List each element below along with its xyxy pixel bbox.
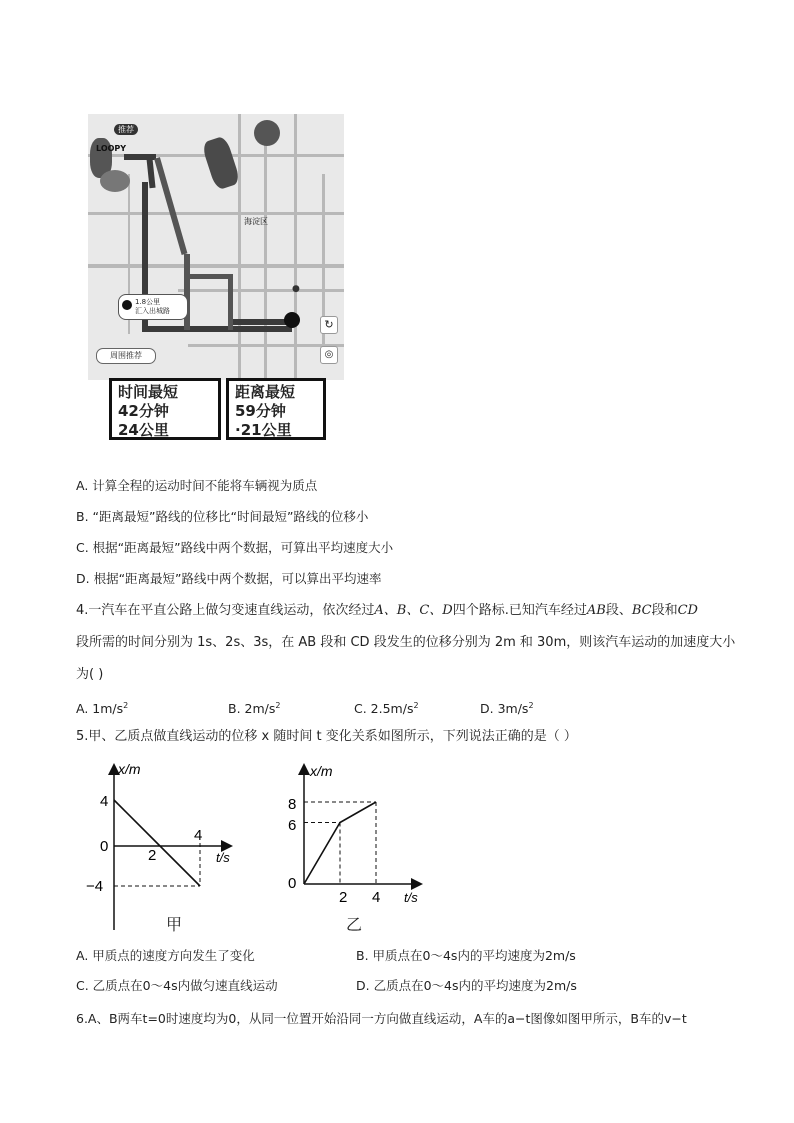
q4-var-cd: CD bbox=[677, 603, 698, 618]
q4-option-b bbox=[228, 698, 280, 717]
jia-tick-y-neg4: −4 bbox=[86, 878, 104, 895]
q4-option-a-sup: 2 bbox=[123, 701, 129, 710]
q4-line1-part-a: 4.一汽车在平直公路上做匀变速直线运动，依次经过 bbox=[76, 603, 375, 618]
q3-option-a: A. 计算全程的运动时间不能将车辆视为质点 bbox=[76, 478, 318, 493]
jia-series-line bbox=[114, 800, 203, 886]
yi-tick-y-6: 6 bbox=[288, 817, 297, 834]
chart-yi-title: 乙 bbox=[346, 917, 363, 934]
q3-option-b: B. “距离最短”路线的位移比“时间最短”路线的位移小 bbox=[76, 509, 369, 524]
q3-option-d: D. 根据“距离最短”路线中两个数据，可以算出平均速率 bbox=[76, 571, 382, 586]
q4-option-a bbox=[76, 698, 128, 717]
jia-tick-x-4: 4 bbox=[194, 827, 203, 844]
yi-tick-origin: 0 bbox=[288, 875, 297, 892]
map-tag-district: 海淀区 bbox=[244, 217, 268, 226]
route-start-bubble: 1.8公里 汇入出城路 bbox=[118, 294, 188, 320]
q4-option-d-text: D. 3m/s bbox=[480, 701, 529, 717]
q4-line1 bbox=[76, 602, 698, 620]
chart-jia-title: 甲 bbox=[166, 917, 183, 934]
q5-stem: 5.甲、乙质点做直线运动的位移 x 随时间 t 变化关系如图所示，下列说法正确的是（ ） bbox=[76, 729, 577, 744]
map-tag-recommend: 推荐 bbox=[114, 124, 138, 135]
route-box-time bbox=[109, 378, 221, 440]
route-box-time-line3: 24公里 bbox=[118, 421, 169, 439]
q5-option-b: B. 甲质点在0～4s内的平均速度为2m/s bbox=[356, 948, 576, 963]
yi-x-label: t/s bbox=[404, 890, 418, 905]
route-map-image bbox=[88, 114, 344, 380]
route-box-distance bbox=[226, 378, 326, 440]
q4-var-ab: AB bbox=[586, 603, 606, 618]
locate-icon[interactable]: ◎ bbox=[320, 346, 338, 364]
q4-line1-vars: A、B、C、D bbox=[374, 603, 453, 618]
map-tag-loopy: LOOPY bbox=[96, 144, 127, 153]
jia-tick-origin: 0 bbox=[100, 838, 109, 855]
q5-option-a: A. 甲质点的速度方向发生了变化 bbox=[76, 948, 255, 963]
nearby-chip[interactable]: 周围推荐 bbox=[96, 348, 156, 364]
yi-y-label: x/m bbox=[310, 763, 333, 779]
q4-line1-part-b: 四个路标.已知汽车经过 bbox=[452, 603, 587, 618]
start-icon bbox=[122, 300, 132, 310]
jia-x-label: t/s bbox=[216, 850, 230, 865]
q4-option-a-text: A. 1m/s bbox=[76, 701, 124, 717]
q4-option-c bbox=[354, 698, 419, 717]
q4-option-c-sup: 2 bbox=[413, 701, 419, 710]
q4-option-b-text: B. 2m/s bbox=[228, 701, 276, 717]
refresh-icon[interactable]: ↻ bbox=[320, 316, 338, 334]
yi-tick-y-8: 8 bbox=[288, 796, 297, 813]
pin-icon: ● bbox=[292, 284, 300, 294]
route-box-distance-line3: ·21公里 bbox=[235, 421, 292, 439]
route-box-time-line1: 时间最短 bbox=[118, 383, 179, 401]
q5-option-c: C. 乙质点在0～4s内做匀速直线运动 bbox=[76, 978, 278, 993]
jia-tick-y-4: 4 bbox=[100, 793, 109, 810]
q4-option-b-sup: 2 bbox=[275, 701, 281, 710]
route-box-time-line2: 42分钟 bbox=[118, 402, 169, 420]
q6-stem: 6.A、B两车t=0时速度均为0，从同一位置开始沿同一方向做直线运动，A车的a−t图像如图甲所示，B车的v−t bbox=[76, 1011, 687, 1026]
q3-option-c: C. 根据“距离最短”路线中两个数据，可算出平均速度大小 bbox=[76, 540, 394, 555]
q4-line1-part-c: 段、 bbox=[605, 603, 632, 618]
route-box-distance-line2: 59分钟 bbox=[235, 402, 286, 420]
yi-tick-x-2: 2 bbox=[339, 889, 348, 906]
q4-var-bc: BC bbox=[631, 603, 652, 618]
q5-option-d: D. 乙质点在0～4s内的平均速度为2m/s bbox=[356, 978, 577, 993]
route-box-distance-line1: 距离最短 bbox=[235, 383, 296, 401]
q4-line1-part-d: 段和 bbox=[651, 603, 678, 618]
yi-tick-x-4: 4 bbox=[372, 889, 381, 906]
q4-line3: 为( ) bbox=[76, 667, 104, 682]
jia-tick-x-2: 2 bbox=[148, 847, 157, 864]
q4-option-d bbox=[480, 698, 534, 717]
q4-option-c-text: C. 2.5m/s bbox=[354, 701, 414, 717]
jia-y-label: x/m bbox=[118, 761, 141, 777]
q4-option-d-sup: 2 bbox=[528, 701, 534, 710]
q4-line2: 段所需的时间分别为 1s、2s、3s，在 AB 段和 CD 段发生的位移分别为 2m 和 30m，则该汽车运动的加速度大小 bbox=[76, 635, 736, 650]
